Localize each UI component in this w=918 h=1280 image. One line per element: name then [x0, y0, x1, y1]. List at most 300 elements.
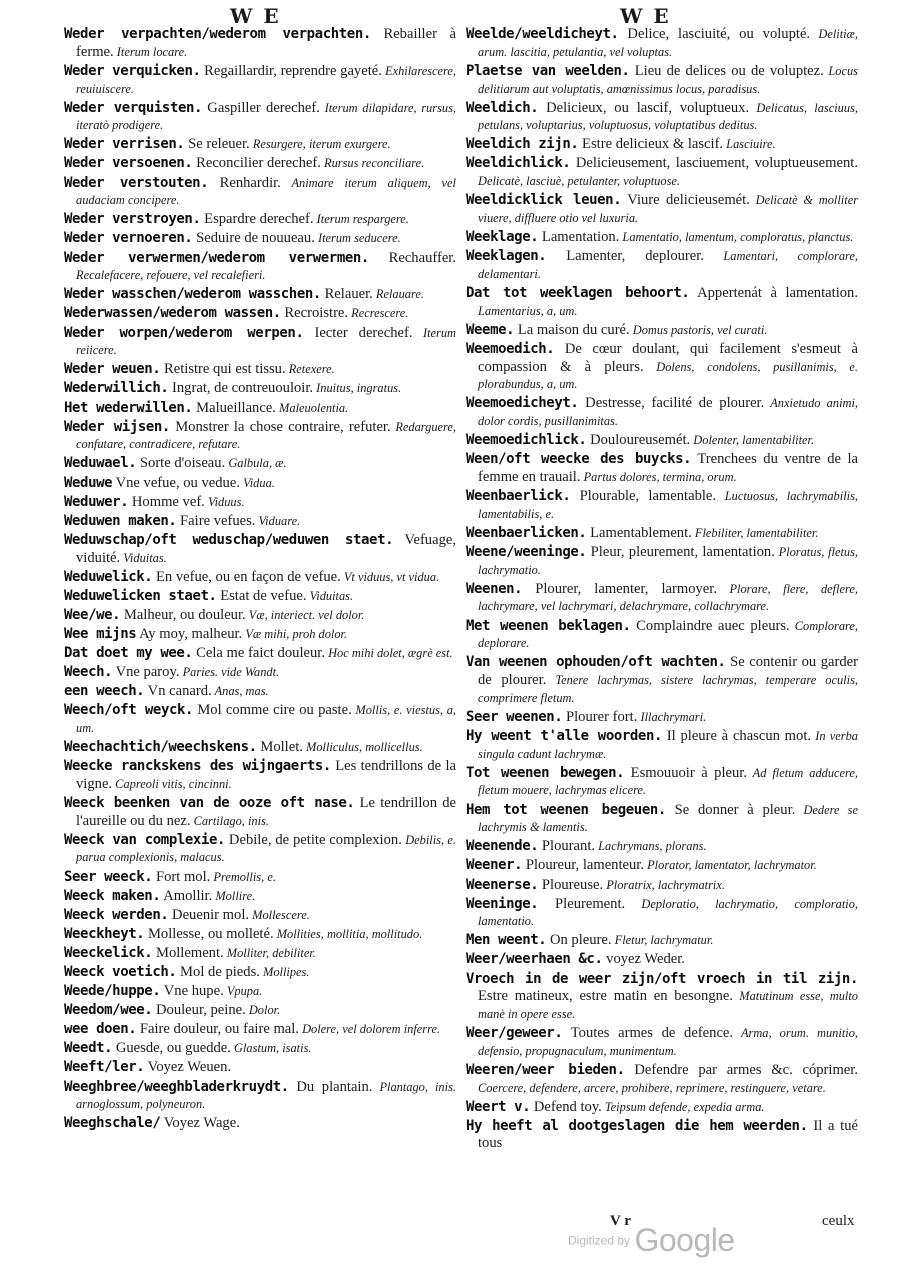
right-column	[466, 26, 858, 1231]
entry-latin: Delicatus, lasciuus, petulans, voluptarius, voluptuosus, voluptatibus deditus.	[478, 100, 858, 133]
entry-headword: Weeme.	[466, 321, 515, 338]
dictionary-entry	[64, 607, 456, 625]
entry-latin: Illachrymari.	[637, 709, 707, 724]
dictionary-entry	[64, 926, 456, 944]
entry-latin: Arma, orum. munitio, defensio, propugnaculum, munimentum.	[478, 1026, 858, 1058]
entry-french: Monstrer la chose contraire, refuter.	[169, 418, 391, 435]
dictionary-entry	[64, 305, 456, 323]
entry-latin: Molliculus, mollicellus.	[302, 740, 423, 755]
entry-headword: Weder wijsen.	[64, 418, 170, 435]
entry-headword: Weduwelick.	[64, 568, 153, 585]
dictionary-entry	[466, 932, 858, 950]
google-watermark	[568, 1222, 735, 1259]
entry-french: Douleur, peine.	[152, 1002, 246, 1019]
entry-latin: Exhilarescere, reuiuiscere.	[76, 63, 456, 96]
dictionary-entry	[466, 488, 858, 523]
entry-headword: Weder verstouten.	[64, 174, 209, 191]
entry-headword: Men weent.	[466, 932, 547, 949]
entry-headword: Weede/huppe.	[64, 983, 161, 1000]
dictionary-entry	[64, 1079, 456, 1114]
entry-latin: Rursus reconciliare.	[320, 156, 425, 171]
dictionary-entry	[64, 645, 456, 663]
entry-french: Sorte d'oiseau.	[136, 455, 226, 472]
dictionary-entry	[64, 250, 456, 285]
entry-latin: Dolere, vel dolorem inferre.	[299, 1022, 441, 1037]
dictionary-entry	[466, 525, 858, 543]
dictionary-entry	[64, 888, 456, 906]
entry-french: Delice, lasciuité, ou volupté.	[618, 26, 811, 42]
dictionary-entry	[64, 758, 456, 793]
entry-headword: Weeldichlick.	[466, 155, 571, 172]
entry-headword: Weder versoenen.	[64, 155, 193, 172]
entry-headword: Weduwelicken staet.	[64, 587, 217, 604]
dictionary-entry	[466, 100, 858, 135]
entry-french: Mollement.	[152, 944, 224, 961]
entry-french: Appertenát à lamentation.	[689, 284, 858, 301]
entry-latin: Animare iterum aliquem, vel audaciam concipere.	[76, 175, 456, 208]
entry-latin: Dolenter, lamentabiliter.	[690, 433, 815, 448]
entry-french: Espardre derechef.	[200, 211, 314, 228]
dictionary-entry	[466, 341, 858, 394]
dictionary-entry	[64, 361, 456, 379]
entry-latin: Ad fletum adducere, fletum mouere, lachrymas elicere.	[478, 765, 858, 798]
dictionary-entry	[64, 26, 456, 61]
entry-latin: Plorare, flere, deflere, lachrymare, vel lachrymari, delachrymare, collachrymare.	[478, 581, 858, 614]
entry-headword: Weeghbree/weeghbladerkruydt.	[64, 1078, 289, 1095]
entry-latin: Inuitus, ingratus.	[313, 381, 402, 396]
dictionary-entry	[466, 802, 858, 837]
entry-french: Destresse, facilité de plourer.	[578, 395, 765, 412]
entry-latin: Redarguere, confutare, contradicere, refutare.	[76, 419, 456, 452]
entry-latin: Mollities, mollitia, mollitudo.	[273, 926, 423, 941]
dictionary-entry	[466, 26, 858, 61]
google-logo: Google	[634, 1222, 735, 1258]
entry-french: Se releuer.	[184, 136, 250, 153]
entry-latin: Lamentarius, a, um.	[478, 303, 578, 318]
dictionary-entry	[64, 1040, 456, 1058]
entry-headword: Weemoedicheyt.	[466, 395, 579, 412]
entry-headword: Weeldicklick leuen.	[466, 192, 622, 209]
dictionary-entry	[64, 626, 456, 644]
entry-latin: Iterum locare.	[113, 44, 188, 59]
entry-french: Deuenir mol.	[168, 906, 250, 923]
entry-headword: Weeren/weer bieden.	[466, 1061, 625, 1078]
entry-headword: Weeck van complexie.	[64, 831, 226, 848]
entry-headword: Weene/weeninge.	[466, 543, 587, 560]
entry-french: Iecter derechef.	[303, 324, 413, 341]
dictionary-entry	[64, 325, 456, 360]
entry-french: Plourer fort.	[562, 708, 638, 725]
entry-french: Pleurement.	[538, 895, 626, 912]
entry-latin: Luctuosus, lachrymabilis, lamentabilis, e.	[478, 489, 858, 521]
entry-french: Ay moy, malheur.	[136, 625, 243, 642]
entry-headword: Weenende.	[466, 838, 539, 855]
entry-french: Malheur, ou douleur.	[120, 606, 246, 623]
dictionary-entry	[64, 63, 456, 98]
entry-french: Cela me faict douleur.	[192, 644, 325, 661]
entry-latin: Teipsum defende, expedia arma.	[601, 1099, 765, 1114]
entry-latin: Plantago, inis. arnoglossum, polyneuron.	[76, 1079, 456, 1112]
entry-french: Plourant.	[538, 838, 596, 855]
dictionary-entry	[466, 896, 858, 931]
entry-latin: Relauare.	[372, 287, 424, 302]
dictionary-entry	[64, 588, 456, 606]
dictionary-entry	[64, 795, 456, 830]
entry-headword: Weeninge.	[466, 895, 539, 912]
entry-french: Vne paroy.	[112, 664, 180, 681]
entry-headword: Weder verwermen/wederom verwermen.	[64, 249, 369, 266]
entry-latin: Ploratus, fletus, lachrymatio.	[478, 544, 858, 577]
dictionary-entry	[64, 664, 456, 682]
entry-latin: Retexere.	[285, 362, 335, 377]
entry-headword: Weeck maken.	[64, 887, 161, 904]
entry-latin: Iterum dilapidare, rursus, iteratò prodigere.	[76, 100, 456, 133]
dictionary-entry	[466, 432, 858, 450]
entry-headword: Hy heeft al dootgeslagen die hem weerden.	[466, 1117, 808, 1134]
entry-latin: Ploratrix, lachrymatrix.	[603, 877, 725, 892]
header-left: W E	[230, 4, 281, 28]
entry-french: Lamenter, deplourer.	[546, 248, 704, 265]
entry-french: Esmouuoir à pleur.	[624, 764, 747, 781]
left-column	[64, 26, 456, 1231]
dictionary-entry	[64, 964, 456, 982]
entry-latin: Plorator, lamentator, lachrymator.	[644, 858, 817, 873]
entry-french: Delicieux, ou lascif, voluptueux.	[538, 99, 750, 116]
entry-headword: Weelde/weeldicheyt.	[466, 26, 619, 42]
entry-headword: Weecke ranckskens des wijngaerts.	[64, 758, 331, 775]
entry-latin: Væ mihi, proh dolor.	[242, 626, 348, 641]
entry-french: Trenchees du ventre de la femme en trauail.	[478, 451, 858, 485]
dictionary-entry	[64, 1115, 456, 1133]
entry-headword: Weduwer.	[64, 493, 129, 510]
entry-french: Faire douleur, ou faire mal.	[136, 1021, 299, 1038]
entry-latin: Delicatè & molliter viuere, diffluere otio vel luxuria.	[478, 193, 858, 225]
entry-latin: Dedere se lachrymis & lamentis.	[478, 802, 858, 835]
entry-latin: Viduitas.	[120, 550, 167, 565]
entry-headword: Weer/weerhaen &c.	[466, 951, 603, 968]
entry-latin: Vt viduus, vt vidua.	[340, 569, 440, 584]
entry-headword: Weder wasschen/wederom wasschen.	[64, 286, 321, 303]
entry-latin: Capreoli vitis, cincinni.	[112, 776, 232, 791]
dictionary-entry	[64, 1021, 456, 1039]
entry-latin: Lasciuire.	[723, 137, 776, 152]
entry-latin: Complorare, deplorare.	[478, 618, 858, 651]
entry-latin: Lamentatio, lamentum, comploratus, planctus.	[619, 230, 854, 245]
entry-headword: Hy weent t'alle woorden.	[466, 727, 663, 744]
entry-headword: Weeldich zijn.	[466, 136, 579, 153]
entry-french: Ingrat, de contreuouloir.	[168, 380, 314, 397]
entry-headword: Weduwschap/oft weduschap/weduwen staet.	[64, 531, 394, 548]
entry-latin: Premollis, e.	[210, 869, 276, 884]
dictionary-entry	[466, 1025, 858, 1060]
entry-headword: Weder verpachten/wederom verpachten.	[64, 26, 371, 42]
entry-french: Viure delicieusemét.	[621, 192, 750, 209]
entry-headword: Wee/we.	[64, 606, 121, 623]
entry-headword: Wederwassen/wederom wassen.	[64, 305, 281, 322]
entry-french: Seduire de nouueau.	[192, 230, 315, 247]
entry-french: Rebailler à ferme.	[76, 26, 456, 60]
entry-headword: Weeklagen.	[466, 248, 547, 265]
entry-french: Estat de vefue.	[216, 587, 307, 604]
dictionary-entry	[64, 983, 456, 1001]
entry-headword: Hem tot weenen begeuen.	[466, 801, 666, 818]
dictionary-entry	[466, 618, 858, 653]
dictionary-entry	[466, 1118, 858, 1153]
entry-headword: Weder verquicken.	[64, 62, 201, 79]
entry-headword: Seer weeck.	[64, 868, 153, 885]
entry-latin: Partus dolores, termina, orum.	[580, 469, 737, 484]
entry-headword: Met weenen beklagen.	[466, 617, 631, 634]
entry-french: En vefue, ou en façon de vefue.	[152, 568, 341, 585]
entry-headword: Weeck voetich.	[64, 964, 177, 980]
entry-headword: Weedt.	[64, 1040, 113, 1057]
dictionary-entry	[466, 971, 858, 1024]
dictionary-entry	[64, 513, 456, 531]
dictionary-entry	[64, 419, 456, 454]
entry-french: Renhardir.	[208, 174, 281, 191]
dictionary-entry	[64, 400, 456, 418]
dictionary-entry	[64, 907, 456, 925]
entry-french: Rechauffer.	[368, 249, 456, 266]
entry-headword: Seer weenen.	[466, 708, 563, 725]
entry-french: Vn canard.	[144, 683, 212, 700]
dictionary-entry	[466, 395, 858, 430]
entry-latin: In verba singula cadunt lachrymæ.	[478, 728, 858, 761]
entry-headword: Weeklage.	[466, 229, 539, 246]
entry-headword: Weeckelick.	[64, 944, 153, 961]
entry-latin: Anas, mas.	[211, 684, 269, 699]
entry-french: La maison du curé.	[514, 321, 630, 338]
entry-latin: Domus pastoris, vel curati.	[629, 322, 768, 337]
entry-french: Mollet.	[256, 739, 303, 756]
entry-latin: Molliter, debiliter.	[223, 945, 316, 960]
entry-french: Faire vefues.	[176, 512, 256, 529]
dictionary-entry	[466, 877, 858, 895]
dictionary-entry	[64, 532, 456, 567]
dictionary-entry	[466, 136, 858, 154]
entry-french: Estre matineux, estre matin en besongne.	[478, 988, 734, 1005]
entry-latin: Delitiæ, arum. lascitia, petulantia, vel voluptas.	[478, 27, 858, 59]
entry-latin: Recalefacere, refouere, vel recalefieri.	[76, 268, 266, 283]
entry-latin: Matutinum esse, multo manè in opere esse.	[478, 989, 858, 1021]
entry-headword: Weder verstroyen.	[64, 211, 201, 228]
entry-headword: Weer/geweer.	[466, 1025, 563, 1042]
entry-headword: Weech/oft weyck.	[64, 702, 194, 719]
entry-latin: Vidua.	[239, 475, 275, 490]
entry-latin: Paries. vide Wandt.	[179, 665, 280, 680]
entry-latin: Mollipes.	[259, 965, 310, 979]
entry-headword: Weeldich.	[466, 99, 539, 116]
entry-french: Recroistre.	[280, 305, 349, 322]
entry-headword: Het wederwillen.	[64, 399, 193, 416]
entry-french: Mol comme cire ou paste.	[193, 702, 352, 719]
dictionary-entry	[466, 248, 858, 283]
dictionary-entry	[466, 857, 858, 875]
entry-headword: Weeghschale/	[64, 1115, 161, 1132]
entry-latin: Resurgere, iterum exurgere.	[249, 137, 391, 152]
entry-headword: Weduwael.	[64, 455, 137, 472]
entry-latin: Lamentari, complorare, delamentari.	[478, 249, 858, 281]
entry-headword: Tot weenen bewegen.	[466, 764, 625, 781]
dictionary-entry	[466, 1099, 858, 1117]
entry-latin: Debilis, e. parua complexionis, malacus.	[76, 832, 456, 865]
entry-latin: Viduitas.	[306, 588, 354, 603]
entry-headword: Weenbaerlick.	[466, 488, 571, 505]
dictionary-entry	[64, 155, 456, 173]
entry-french: Du plantain.	[288, 1078, 373, 1095]
entry-latin: Mollire.	[212, 888, 256, 903]
entry-headword: Weenbaerlicken.	[466, 524, 587, 541]
entry-latin: Lachrymans, plorans.	[595, 839, 707, 854]
entry-latin: Delicatè, lasciuè, petulanter, voluptuose.	[478, 174, 680, 189]
entry-latin: Anxietudo animi, dolor cordis, pusillanimitas.	[478, 396, 858, 429]
entry-headword: Weder weuen.	[64, 361, 161, 378]
dictionary-entry	[64, 230, 456, 248]
entry-french: Amollir.	[160, 887, 213, 904]
entry-french: Ploureur, lamenteur.	[522, 857, 645, 874]
entry-french: Debile, de petite complexion.	[225, 831, 402, 848]
entry-headword: Ween/oft weecke des buycks.	[466, 451, 692, 468]
entry-headword: Weder worpen/wederom werpen.	[64, 324, 304, 341]
entry-latin: Locus delitiarum aut voluptatis, amœnissimus locus, paradisus.	[478, 63, 858, 96]
entry-headword: Weder verrisen.	[64, 136, 185, 153]
entry-latin: Tenere lachrymas, sistere lachrymas, temperare oculis, comprimere fletum.	[478, 673, 858, 705]
entry-french: Gaspiller derechef.	[202, 99, 320, 116]
entry-french: Regaillardir, reprendre gayeté.	[200, 62, 382, 79]
entry-latin: Galbula, æ.	[225, 456, 287, 471]
watermark-prefix: Digitized by	[568, 1233, 631, 1248]
dictionary-entry	[64, 569, 456, 587]
entry-french: Ploureuse.	[538, 876, 604, 893]
entry-headword: Weert v.	[466, 1098, 531, 1115]
entry-french: Fort mol.	[152, 868, 211, 885]
entry-headword: Dat doet my wee.	[64, 644, 193, 661]
entry-french: Lamentation.	[538, 229, 620, 246]
entry-french: voyez Weder.	[602, 951, 685, 968]
entry-french: De cœur doulant, qui facilement s'esmeut à compassion & à pleurs.	[478, 340, 858, 375]
dictionary-entry	[466, 322, 858, 340]
entry-french: Il pleure à chascun mot.	[662, 727, 812, 744]
entry-headword: Weeft/ler.	[64, 1059, 145, 1076]
dictionary-entry	[64, 683, 456, 701]
dictionary-entry	[466, 581, 858, 616]
entry-latin: Glastum, isatis.	[230, 1041, 312, 1056]
entry-headword: Weder verquisten.	[64, 99, 203, 116]
entry-french: Relauer.	[320, 286, 373, 303]
entry-french: Les tendrillons de la vigne.	[76, 758, 456, 792]
dictionary-entry	[466, 285, 858, 320]
dictionary-entry	[466, 838, 858, 856]
entry-headword: Weenen.	[466, 580, 523, 597]
entry-headword: Weeckheyt.	[64, 925, 145, 942]
dictionary-entry	[466, 1062, 858, 1097]
dictionary-entry	[64, 869, 456, 887]
entry-headword: Weemoedichlick.	[466, 432, 587, 449]
entry-french: Mol de pieds.	[176, 964, 260, 980]
entry-french: Se contenir ou garder de plourer.	[478, 654, 858, 689]
entry-headword: Wederwillich.	[64, 380, 169, 397]
entry-headword: Weechachtich/weechskens.	[64, 739, 257, 756]
entry-french: Se donner à pleur.	[665, 801, 796, 818]
entry-french: Vne vefue, ou vedue.	[112, 474, 240, 491]
dictionary-entry	[64, 455, 456, 473]
dictionary-entry	[466, 229, 858, 247]
entry-headword: Plaetse van weelden.	[466, 62, 630, 79]
entry-french: Plourable, lamentable.	[570, 488, 717, 505]
entry-french: Mollesse, ou molleté.	[144, 925, 274, 942]
entry-latin: Viduare.	[255, 513, 301, 528]
catchword: ceulx	[822, 1213, 855, 1229]
dictionary-entry	[64, 211, 456, 229]
entry-latin: Deploratio, lachrymatio, comploratio, lamentatio.	[478, 896, 858, 929]
entry-headword: Weeck werden.	[64, 906, 169, 923]
dictionary-entry	[64, 380, 456, 398]
entry-latin: Recrescere.	[348, 306, 409, 321]
entry-headword: Weeck beenken van de ooze oft nase.	[64, 794, 355, 811]
dictionary-entry	[64, 100, 456, 135]
entry-french: Defend toy.	[530, 1098, 602, 1115]
entry-headword: Weduwen maken.	[64, 512, 177, 529]
entry-latin: Viduus.	[204, 494, 245, 509]
dictionary-entry	[64, 494, 456, 512]
entry-headword: Weener.	[466, 857, 523, 874]
entry-french: Estre delicieux & lascif.	[578, 136, 724, 153]
entry-french: Toutes armes de defence.	[562, 1025, 734, 1042]
dictionary-entry	[64, 1059, 456, 1077]
dictionary-entry	[466, 155, 858, 190]
entry-french: Le tendrillon de l'aureille ou du nez.	[76, 794, 456, 829]
entry-latin: Iterum reiicere.	[76, 325, 456, 358]
entry-french: Voyez Wage.	[160, 1115, 240, 1132]
dictionary-entry	[64, 739, 456, 757]
entry-latin: Væ, interiect. vel dolor.	[245, 607, 365, 622]
dictionary-entry	[466, 765, 858, 800]
entry-latin: Mollescere.	[249, 907, 310, 922]
entry-french: Guesde, ou guedde.	[112, 1040, 231, 1057]
entry-french: Vne hupe.	[160, 983, 224, 1000]
dictionary-entry	[466, 451, 858, 486]
entry-french: Complaindre auec pleurs.	[630, 617, 790, 634]
entry-latin: Coercere, defendere, arcere, prohibere, reprimere, restinguere, vetare.	[478, 1080, 826, 1095]
entry-french: Homme vef.	[128, 493, 205, 510]
entry-latin: Cartilago, inis.	[190, 813, 269, 828]
dictionary-entry	[466, 192, 858, 227]
dictionary-entry	[466, 709, 858, 727]
entry-latin: Dolor.	[245, 1003, 281, 1018]
entry-french: Pleur, pleurement, lamentation.	[586, 543, 775, 560]
entry-french: Il a tué tous	[478, 1117, 858, 1152]
entry-headword: Weder vernoeren.	[64, 230, 193, 247]
signature-mark: V r	[610, 1213, 631, 1229]
dictionary-entry	[64, 286, 456, 304]
header-right: W E	[620, 4, 671, 28]
entry-french: Douloureusemét.	[586, 432, 691, 449]
dictionary-entry	[64, 832, 456, 867]
dictionary-entry	[64, 475, 456, 493]
entry-latin: Iterum respargere.	[313, 212, 409, 227]
dictionary-entry	[466, 951, 858, 969]
dictionary-entry	[64, 136, 456, 154]
entry-headword: Weenerse.	[466, 876, 539, 893]
entry-french: Delicieusement, lasciuement, voluptueusement.	[570, 155, 858, 172]
entry-latin: Hoc mihi dolet, ægrè est.	[324, 645, 453, 660]
entry-french: Retistre qui est tissu.	[160, 361, 286, 378]
entry-french: Reconcilier derechef.	[192, 155, 321, 172]
entry-headword: Weduwe	[64, 474, 113, 491]
dictionary-entry	[64, 175, 456, 210]
entry-french: Lamentablement.	[586, 524, 692, 541]
entry-headword: Wee mijns	[64, 625, 137, 642]
